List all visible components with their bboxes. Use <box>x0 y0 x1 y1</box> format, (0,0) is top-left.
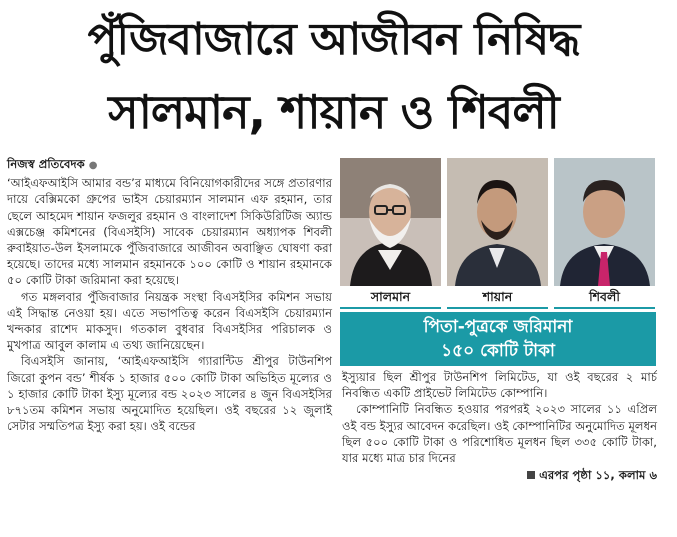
caption-shibli: শিবলী <box>554 287 655 309</box>
portrait-salman-image <box>340 158 441 286</box>
banner-line-2: ১৫০ কোটি টাকা <box>441 341 555 361</box>
byline <box>7 156 332 174</box>
portrait-shayan-image <box>447 158 548 286</box>
paragraph-2: গত মঙ্গলবার পুঁজিবাজার নিয়ন্ত্রক সংস্থা বিএসইসির কমিশন সভায় এই সিদ্ধান্ত নেওয়া হয়। এতে সভাপতিত্ব করেন বিএসইসি চেয়ারম্যান খন্দকার রাশেদ মাকসুদ। গতকাল বুধবার বিএসইসির পরিচালক ও মুখপাত্র আবুল কালাম এ তথ্য জানিয়েছেন। <box>7 289 332 353</box>
square-bullet-icon <box>527 471 535 479</box>
continued-note <box>342 467 657 483</box>
continued-text: এরপর পৃষ্ঠা ১১, কলাম ৬ <box>539 468 657 483</box>
headline-line-1: পুঁজিবাজারে আজীবন নিষিদ্ধ <box>87 14 580 65</box>
bullet-icon: ● <box>88 160 98 171</box>
right-paragraph-1: ইস্যুয়ার ছিল শ্রীপুর টাউনশিপ লিমিটেড, যা ওই বছরের ২ মার্চ নিবন্ধিত একটি প্রাইভেট লিমিটেড কোম্পানি। <box>342 370 657 401</box>
photo-salman <box>340 158 441 286</box>
photo-shayan <box>447 158 548 286</box>
portrait-shibli-image <box>554 158 655 286</box>
caption-shayan: শায়ান <box>447 287 548 309</box>
paragraph-3: বিএসইসি জানায়, ‘আইএফআইসি গ্যারান্টিড শ্রীপুর টাউনশিপ জিরো কুপন বন্ড’ শীর্ষক ১ হাজার ৫০০ কোটি টাকা অভিহিত মূল্যের ও ১ হাজার কোটি টাকা ইস্যু মূল্যের বন্ড ২০২৩ সালের ৪ জুন বিএসইসির ৮৭১তম কমিশন সভায় অনুমোদিত হয়েছিল। ওই বছরের ১২ জুলাই সেটার সম্মতিপত্র ইস্যু করা হয়। ওই বন্ডের <box>7 354 332 434</box>
photo-strip <box>340 158 656 310</box>
right-paragraph-2: কোম্পানিটি নিবন্ধিত হওয়ার পরপরই ২০২৩ সালের ১১ এপ্রিল ওই বন্ড ইস্যুর আবেদন করেছিল। ওই কোম্পানিটির অনুমোদিত মূলধন ছিল ৫০০ কোটি টাকা ও পরিশোধিত মূলধন ছিল ৩৩৫ কোটি টাকা, যার মধ্যে মাত্র চার দিনের <box>342 402 657 466</box>
fine-banner <box>340 312 656 366</box>
paragraph-1: ‘আইএফআইসি আমার বন্ড’র মাধ্যমে বিনিয়োগকারীদের সঙ্গে প্রতারণার দায়ে বেক্সিমকো গ্রুপের ভাইস চেয়ারম্যান সালমান এফ রহমান, তার ছেলে আহমেদ শায়ান ফজলুর রহমান ও বাংলাদেশ সিকিউরিটিজ অ্যান্ড এক্সচেঞ্জ কমিশনের (বিএসইসি) সাবেক চেয়ারম্যান অধ্যাপক শিবলী রুবাইয়াত-উল ইসলামকে পুঁজিবাজারে আজীবন অবাঞ্ছিত ঘোষণা করা হয়েছে। তাদের মধ্যে সালমান রহমানকে ১০০ কোটি ও শায়ান রহমানকে ৫০ কোটি টাকা জরিমানা করা হয়েছে। <box>7 176 332 288</box>
right-column <box>342 369 657 483</box>
photo-shibli <box>554 158 655 286</box>
left-column <box>7 156 332 434</box>
caption-salman: সালমান <box>340 287 441 309</box>
byline-text: নিজস্ব প্রতিবেদক <box>7 157 85 171</box>
headline-line-2: সালমান, শায়ান ও শিবলী <box>108 85 559 139</box>
banner-line-1: পিতা-পুত্রকে জরিমানা <box>423 317 573 337</box>
